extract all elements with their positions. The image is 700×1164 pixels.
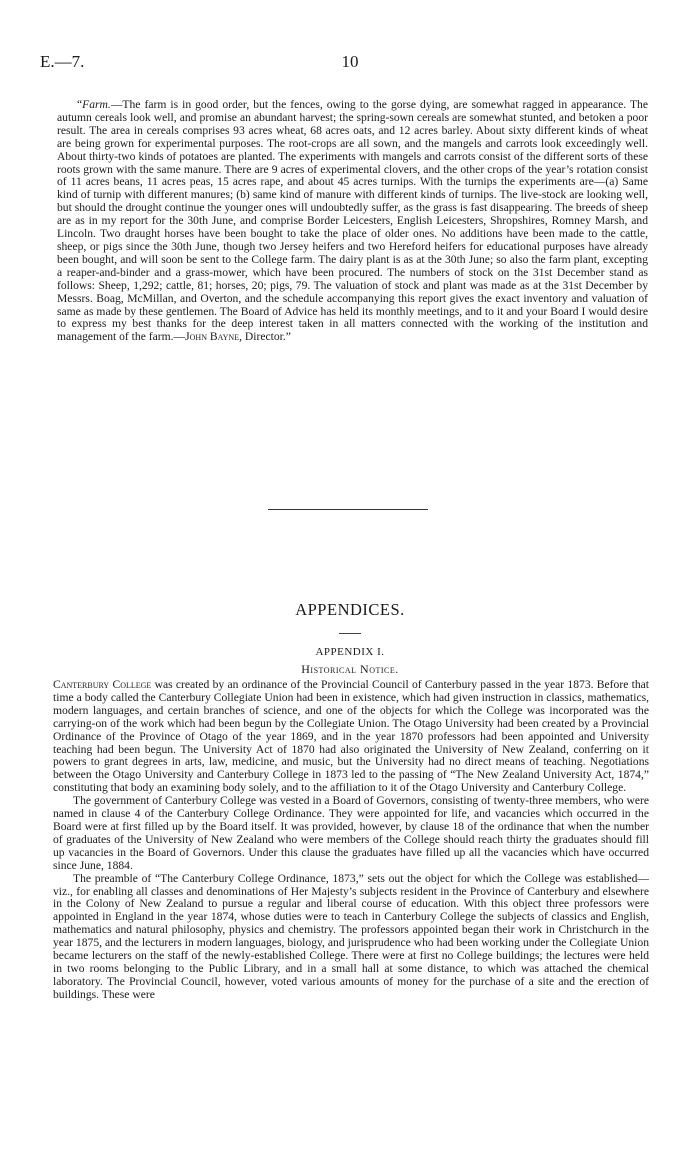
document-reference: E.—7. xyxy=(40,52,85,71)
paragraph xyxy=(53,679,649,795)
signature-name: John Bayne xyxy=(185,330,240,344)
signature-tail: , Director.” xyxy=(239,330,291,344)
farm-report-paragraph xyxy=(57,99,648,344)
page-number: 10 xyxy=(341,52,359,71)
appendices-heading: APPENDICES. xyxy=(295,600,405,619)
paragraph xyxy=(53,795,649,872)
paragraph-text: The government of Canterbury College was vested in a Board of Governors, consisting of twenty-three members, who were named in clause 4 of the Canterbury College Ordinance. They were appointed for life, and vacancies which occurred in the Board were at first filled up by the Board itself. It was provided, however, by clause 18 of the ordinance that when the number of graduates of the University of New Zealand who were members of the College should reach thirty the graduates should fill up vacancies in the Board of Governors. Under this clause the graduates have filled up all the vacancies which have occurred since June, 1884. xyxy=(53,794,649,872)
appendix-title: Historical Notice. xyxy=(301,662,399,676)
heading-rule xyxy=(339,633,361,634)
paragraph-lead: Canterbury College xyxy=(53,678,152,691)
page-header xyxy=(40,52,660,74)
farm-body: —The farm is in good order, but the fences, owing to the gorse dying, are somewhat ragged in appearance. The autumn cereals look well, and promise an abundant harvest; the spring-sown cereals are somewhat stunted, and betoken a poor result. The area in cereals comprises 93 acres wheat, 68 acres oats, and 12 acres barley. About sixty different kinds of wheat are being grown for experimental purposes. The root-crops are all sown, and the mangels and carrots look exceedingly well. About thirty-two kinds of potatoes are planted. The experiments with mangels and carrots consist of the different sorts of these roots grown with the same manure. There are 9 acres of experimental clovers, and the other crops of the year’s rotation consist of 11 acres beans, 11 acres peas, 15 acres rape, and about 45 acres turnips. With the turnips the experiments are—(a) Same kind of turnip with different manures; (b) same kind of manure with different kinds of turnips. The live-stock are looking well, but should the drought continue the younger ones will undoubtedly suffer, as the grass is fast disappearing. The breeds of sheep are as in my report for the 30th June, and comprise Border Leicesters, English Leicesters, Shropshires, Romney Marsh, and Lincoln. Two draught horses have been bought to take the place of older ones. No additions have been made to the cattle, sheep, or pigs since the 30th June, though two Jersey heifers and two Hereford heifers for educational purposes have already been bought, and will soon be sent to the College farm. The dairy plant is as at the 30th June; so also the farm plant, excepting a reaper-and-binder and a grass-mower, which have been procured. The numbers of stock on the 31st December stand as follows: Sheep, 1,292; cattle, 81; horses, 20; pigs, 79. The valuation of stock and plant was made as at the 31st December by Messrs. Boag, McMillan, and Overton, and the schedule accompanying this report gives the exact inventory and valuation of same as made by these gentlemen. The Board of Advice has held its monthly meetings, and to it and your Board I would desire to express my best thanks for the deep interest taken in all matters connected with the working of the institution and management of the farm.— xyxy=(57,98,648,344)
open-quote: “ xyxy=(77,98,83,111)
appendix-number: APPENDIX I. xyxy=(315,646,385,658)
paragraph xyxy=(53,873,649,1002)
section-divider xyxy=(268,509,428,510)
farm-lead: Farm. xyxy=(82,98,111,111)
paragraph-text: The preamble of “The Canterbury College Ordinance, 1873,” sets out the object for which the College was established—viz., for enabling all classes and denominations of Her Majesty’s subjects resident in the Province of Canterbury and elsewhere in the Colony of New Zealand to pursue a regular and liberal course of education. With this object three professors were appointed in England in the year 1874, whose duties were to teach in Canterbury College the subjects of classics and English, mathematics and natural philosophy, physics and chemistry. The professors appointed began their work in Christchurch in the year 1875, and the lecturers in modern languages, biology, and jurisprudence who had been working under the Collegiate Union became lecturers on the staff of the newly-established College. There were at first no College buildings; the lectures were held in two rooms belonging to the Public Library, and in a small hall at some distance, to which was attached the chemical laboratory. The Provincial Council, however, voted various amounts of money for the purchase of a site and the erection of buildings. These were xyxy=(53,871,649,1001)
historical-notice-body xyxy=(53,679,649,1002)
paragraph-text: was created by an ordinance of the Provincial Council of Canterbury passed in the year 1873. Before that time a body called the Canterbury Collegiate Union had been in existence, which had given instruction in classics, mathematics, modern languages, and certain branches of science, and one of the objects for which the College was incorporated was the carrying-on of the work which had been begun by the Collegiate Union. The Otago University had been created by a Provincial Ordinance of the Province of Otago of the year 1869, and in the year 1870 professors had been appointed and University teaching had been begun. The University Act of 1870 had also originated the University of New Zealand, conferring on it powers to grant degrees in arts, law, medicine, and music, but the University had no direct means of teaching. Negotiations between the Otago University and Canterbury College in 1873 led to the passing of “The New Zealand University Act, 1874,” constituting that body an examining body solely, and to the affiliation to it of the Otago University and Canterbury College. xyxy=(53,678,649,795)
